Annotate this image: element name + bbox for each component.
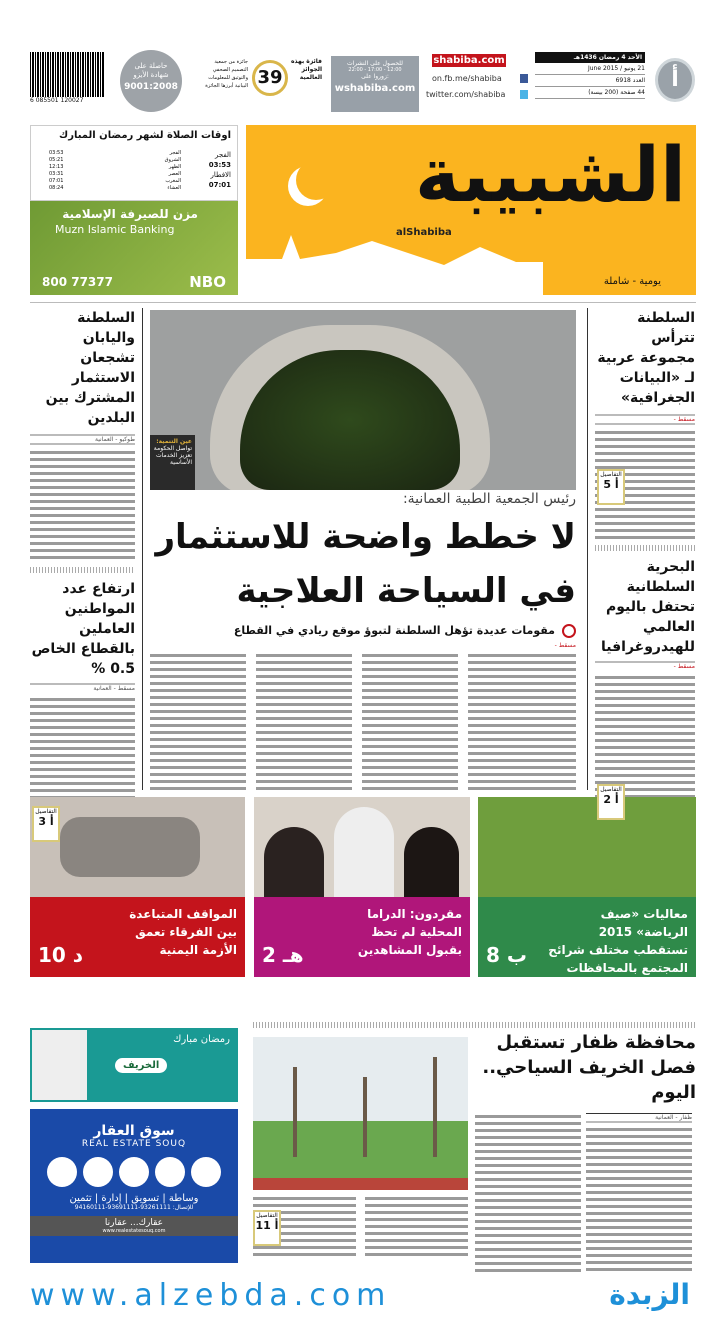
award-badge: 39 <box>252 60 288 96</box>
award-text: جائزة من جمعية التصميم الصحفي والتوثيق للمعلومات البيانية أبرزها الجائزة <box>205 59 248 89</box>
location-icon <box>83 1157 113 1187</box>
masthead-latin: alShabiba <box>396 227 452 238</box>
building-icon <box>119 1157 149 1187</box>
site-link[interactable]: shabiba.com <box>433 55 505 66</box>
teaser-drama[interactable]: مقردون: الدراما المحلية لم تحظ بقبول المشاهدين هـ 2 <box>254 797 470 977</box>
people-icon <box>47 1157 77 1187</box>
prayer-title: اوقات الصلاة لشهر رمضان المبارك <box>59 130 231 141</box>
teaser-sports[interactable]: معاليات «صيف الرياضة» 2015 تستقطب مختلف شرائح المجتمع بالمحافظات ب 8 <box>478 797 696 977</box>
details-box[interactable]: التفاصيل 5 أ <box>597 469 625 505</box>
right-column: السلطنة تترأس مجموعة عربية لـ «البيانات الجغرافية» مسقط - التفاصيل 5 أ البحرية السلطانية تحتفل باليوم العالمي للهيدروغرافيا مسقط - التفاصيل 2 أ <box>595 308 695 854</box>
details-box[interactable]: التفاصيل 11 أ <box>253 1210 281 1246</box>
bottom-story: محافظة ظفار تستقبل فصل الخريف السياحي.. اليوم ظفار - العمانية <box>475 1030 696 1273</box>
car-icon <box>191 1157 221 1187</box>
real-estate-ad[interactable]: سوق العقار REAL ESTATE SOUQ وساطة | تسويق | إدارة | تثمين للإتصال: 93261111-93691111-94160111 عقارك... عقارنا www.realestatesouq.com <box>30 1109 238 1263</box>
masthead-tagline: يومية - شاملة <box>603 276 661 287</box>
khareef-ad[interactable]: رمضان مبارك الخريف <box>30 1028 238 1102</box>
details-box[interactable]: التفاصيل 2 أ <box>597 784 625 820</box>
facebook-link[interactable]: on.fb.me/shabiba <box>432 74 502 83</box>
details-box[interactable]: التفاصيل 3 أ <box>32 806 60 842</box>
footer-site[interactable]: www.alzebda.com <box>30 1278 392 1313</box>
main-photo: عين التنمية: تواصل الحكومة تعزيز الخدمات الأساسية <box>150 310 576 490</box>
iso-seal: حاصلة على شهادة الأيزو 9001:2008 <box>120 50 182 112</box>
khareef-photo <box>253 1037 468 1190</box>
story-headline[interactable]: ارتفاع عدد المواطنين العاملين بالقطاع الخاص 0.5 % <box>31 581 135 677</box>
story-headline[interactable]: السلطنة تترأس مجموعة عربية لـ «البيانات الجغرافية» <box>597 310 695 406</box>
red-dot-icon <box>562 624 576 638</box>
barcode <box>30 52 105 107</box>
wshabiba-link[interactable]: wshabiba.com <box>334 83 416 94</box>
meeting-icon <box>155 1157 185 1187</box>
main-subhead: مقومات عديدة تؤهل السلطنة لتبوؤ موقع ريادي في القطاع <box>233 624 555 637</box>
barcode-number: 6 085501 120027 <box>30 97 84 104</box>
story-headline[interactable]: السلطنة واليابان تشجعان الاستثمار المشترك بين البلدين <box>45 310 135 426</box>
kicker: رئيس الجمعية الطبية العمانية: <box>402 491 576 507</box>
masthead <box>246 125 696 295</box>
date-box: الأحد 4 رمضان 1436هـ 21 يونيو / 2015 June العدد 6918 44 صفحة (200 بيسة) <box>535 52 645 99</box>
bottom-headline[interactable]: محافظة ظفار تستقبل فصل الخريف السياحي.. اليوم <box>482 1032 696 1103</box>
footer-logo: الزبدة <box>609 1278 690 1311</box>
prayer-times-box: اوقات الصلاة لشهر رمضان المبارك 03:53 05:21 12:13 03:31 07:01 08:24 الفجر الشروق الظهر العصر المغرب العشاء الفجر 03:53 الافطار 07:01 <box>30 125 238 201</box>
left-column: السلطنة واليابان تشجعان الاستثمار المشترك بين البلدين طوكيو - العمانية ارتفاع عدد المواطنين العاملين بالقطاع الخاص 0.5 % مسقط - العمانية التفاصيل 3 أ <box>30 308 135 876</box>
facebook-icon <box>520 74 528 83</box>
teaser-yemen[interactable]: المواقف المتباعدة بين الفرقاء تعمق الأزمة اليمنية د 10 <box>30 797 245 977</box>
masthead-title: الشبيبة <box>414 130 686 219</box>
award-label: فائزة بهذه الجوائز العالمية <box>290 58 322 81</box>
twitter-icon <box>520 90 528 99</box>
twitter-link[interactable]: twitter.com/shabiba <box>426 90 506 99</box>
story-headline[interactable]: البحرية السلطانية تحتفل باليوم العالمي للهيدروغرافيا <box>601 559 695 655</box>
main-headline[interactable]: لا خطط واضحة للاستثمار في السياحة العلاجية <box>155 517 576 611</box>
nbo-ad[interactable]: مزن للصيرفة الإسلامية Muzn Islamic Banking 800 77377 NBO <box>30 201 238 295</box>
alif-logo: أ <box>655 58 695 102</box>
wshabiba-box: للحصول على النشرات 22:00 - 17:00 - 12:00 زوروا على: wshabiba.com <box>331 56 419 112</box>
